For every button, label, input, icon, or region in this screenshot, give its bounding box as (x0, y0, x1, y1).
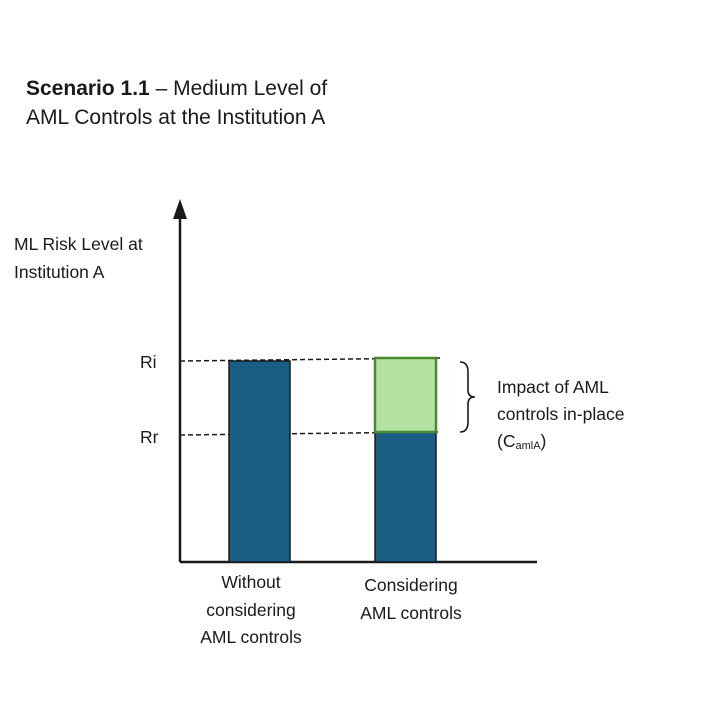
bar1-label-line3: AML controls (200, 627, 302, 647)
impact-annotation-line2: controls in-place (497, 404, 625, 424)
impact-box (375, 358, 436, 432)
title-scenario: Scenario 1.1 (26, 77, 150, 100)
bar2-label-line1: Considering (364, 575, 458, 595)
level-rr-label: Rr (140, 427, 159, 447)
bar1-label-line2: considering (206, 600, 296, 620)
impact-annotation-line1: Impact of AML (497, 377, 609, 397)
bar1-label-line1: Without (221, 572, 281, 592)
y-axis-arrow (173, 199, 187, 219)
bar-without-controls (229, 361, 290, 562)
symbol-close: ) (540, 431, 547, 451)
title-rest: – Medium Level of (149, 77, 328, 100)
impact-annotation-symbol (497, 431, 546, 452)
y-axis-label-line1: ML Risk Level at (14, 234, 143, 254)
symbol-open: (C (497, 431, 516, 451)
bar2-label-line2: AML controls (360, 603, 462, 623)
y-axis-label-line2: Institution A (14, 262, 105, 282)
title-line2: AML Controls at the Institution A (26, 106, 326, 129)
level-ri-label: Ri (140, 352, 157, 372)
symbol-sub: amlA (515, 440, 541, 452)
impact-brace (460, 362, 475, 432)
bar-with-controls (375, 432, 436, 562)
